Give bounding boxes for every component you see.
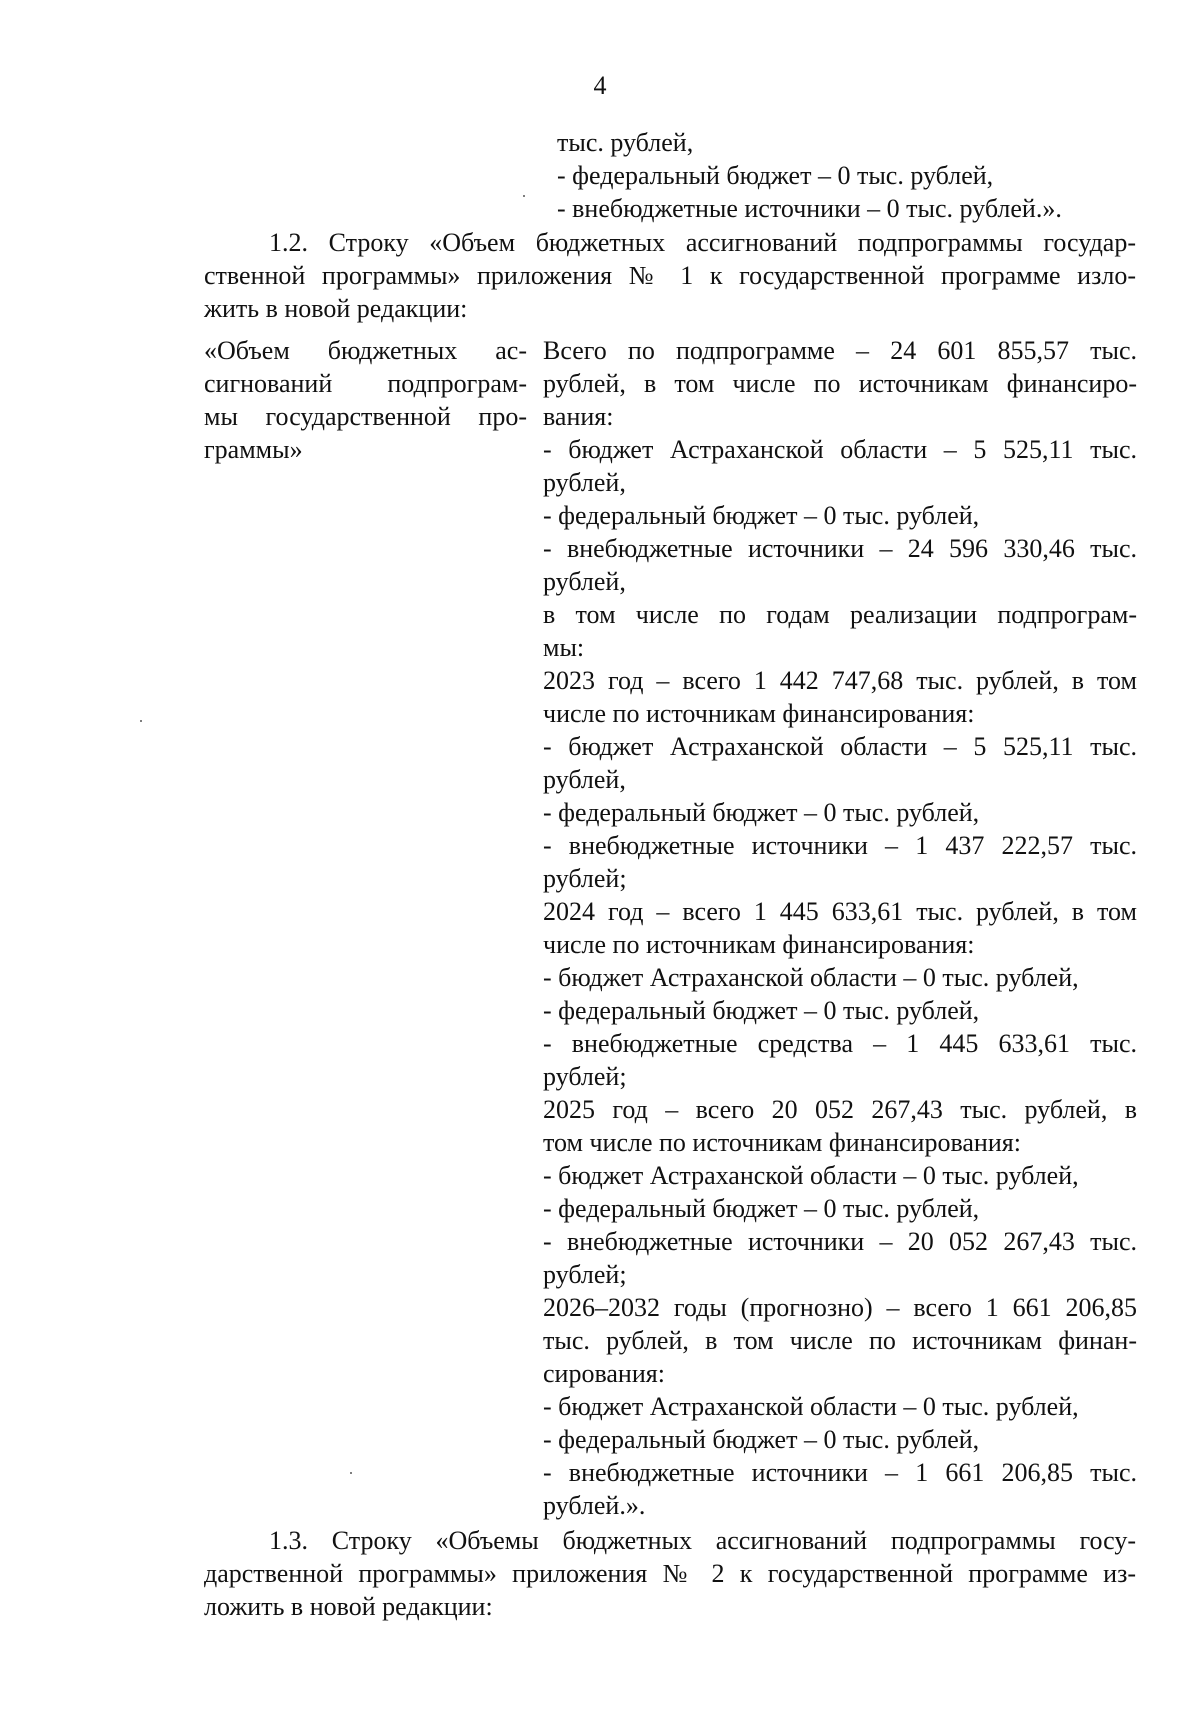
text-line: тыс. рублей,	[557, 128, 694, 157]
text-line: вания:	[543, 402, 614, 431]
text-line: - федеральный бюджет – 0 тыс. рублей,	[557, 161, 994, 190]
text-line: - федеральный бюджет – 0 тыс. рублей,	[543, 1425, 980, 1454]
text-line: - бюджет Астраханской области – 0 тыс. рублей,	[543, 1161, 1079, 1190]
text-line: 2026–2032 годы (прогнозно) – всего 1 661 206,85	[543, 1293, 1137, 1322]
continuation-lines	[557, 126, 1117, 225]
text-line: 2024 год – всего 1 445 633,61 тыс. рублей, в том	[543, 897, 1137, 926]
text-line: - внебюджетные средства – 1 445 633,61 тыс.	[543, 1029, 1137, 1058]
text-line: 1.2. Строку «Объем бюджетных ассигнований подпрограммы государ-	[269, 228, 1136, 257]
text-line: рублей;	[543, 1062, 627, 1091]
text-line: рублей,	[543, 567, 626, 596]
text-line: - внебюджетные источники – 1 661 206,85 тыс.	[543, 1458, 1137, 1487]
text-line: числе по источникам финансирования:	[543, 930, 975, 959]
text-line: - внебюджетные источники – 20 052 267,43 тыс.	[543, 1227, 1137, 1256]
text-line: тыс. рублей, в том числе по источникам финан-	[543, 1326, 1137, 1355]
text-line: мы государственной про-	[204, 402, 527, 431]
text-line: рублей,	[543, 765, 626, 794]
text-line: рублей;	[543, 1260, 627, 1289]
text-line: - федеральный бюджет – 0 тыс. рублей,	[543, 1194, 980, 1223]
text-line: 2025 год – всего 20 052 267,43 тыс. рублей, в	[543, 1095, 1137, 1124]
scan-speck	[523, 195, 525, 197]
text-line: в том числе по годам реализации подпрограм-	[543, 600, 1137, 629]
text-line: ложить в новой редакции:	[204, 1592, 493, 1621]
text-line: - внебюджетные источники – 24 596 330,46 тыс.	[543, 534, 1137, 563]
text-line: - внебюджетные источники – 1 437 222,57 тыс.	[543, 831, 1137, 860]
page-number: 4	[593, 71, 607, 100]
table-left-cell	[204, 334, 527, 466]
paragraph-1-3	[204, 1524, 1136, 1623]
text-line: - бюджет Астраханской области – 0 тыс. рублей,	[543, 963, 1079, 992]
text-line: - федеральный бюджет – 0 тыс. рублей,	[543, 996, 980, 1025]
text-line: - бюджет Астраханской области – 5 525,11 тыс.	[543, 435, 1137, 464]
text-line: рублей.».	[543, 1491, 646, 1520]
text-line: ственной программы» приложения № 1 к государственной программе изло-	[204, 261, 1136, 290]
text-line: сигнований подпрограм-	[204, 369, 527, 398]
scan-speck	[350, 1472, 352, 1474]
text-line: Всего по подпрограмме – 24 601 855,57 тыс.	[543, 336, 1137, 365]
text-line: рублей, в том числе по источникам финансиро-	[543, 369, 1137, 398]
text-line: дарственной программы» приложения № 2 к государственной программе из-	[204, 1559, 1136, 1588]
scan-speck	[140, 720, 142, 722]
text-line: «Объем бюджетных ас-	[204, 336, 527, 365]
text-line: граммы»	[204, 435, 303, 464]
text-line: - федеральный бюджет – 0 тыс. рублей,	[543, 501, 980, 530]
text-line: числе по источникам финансирования:	[543, 699, 975, 728]
text-line: жить в новой редакции:	[204, 294, 468, 323]
text-line: - бюджет Астраханской области – 5 525,11 тыс.	[543, 732, 1137, 761]
text-line: рублей,	[543, 468, 626, 497]
text-line: рублей;	[543, 864, 627, 893]
text-line: - внебюджетные источники – 0 тыс. рублей.».	[557, 194, 1062, 223]
text-line: - федеральный бюджет – 0 тыс. рублей,	[543, 798, 980, 827]
text-line: мы:	[543, 633, 585, 662]
text-line: том числе по источникам финансирования:	[543, 1128, 1021, 1157]
table-right-cell	[543, 334, 1137, 1522]
text-line: 1.3. Строку «Объемы бюджетных ассигнований подпрограммы госу-	[269, 1526, 1136, 1555]
text-line: сирования:	[543, 1359, 665, 1388]
text-line: 2023 год – всего 1 442 747,68 тыс. рублей, в том	[543, 666, 1137, 695]
text-line: - бюджет Астраханской области – 0 тыс. рублей,	[543, 1392, 1079, 1421]
paragraph-1-2	[204, 226, 1136, 325]
